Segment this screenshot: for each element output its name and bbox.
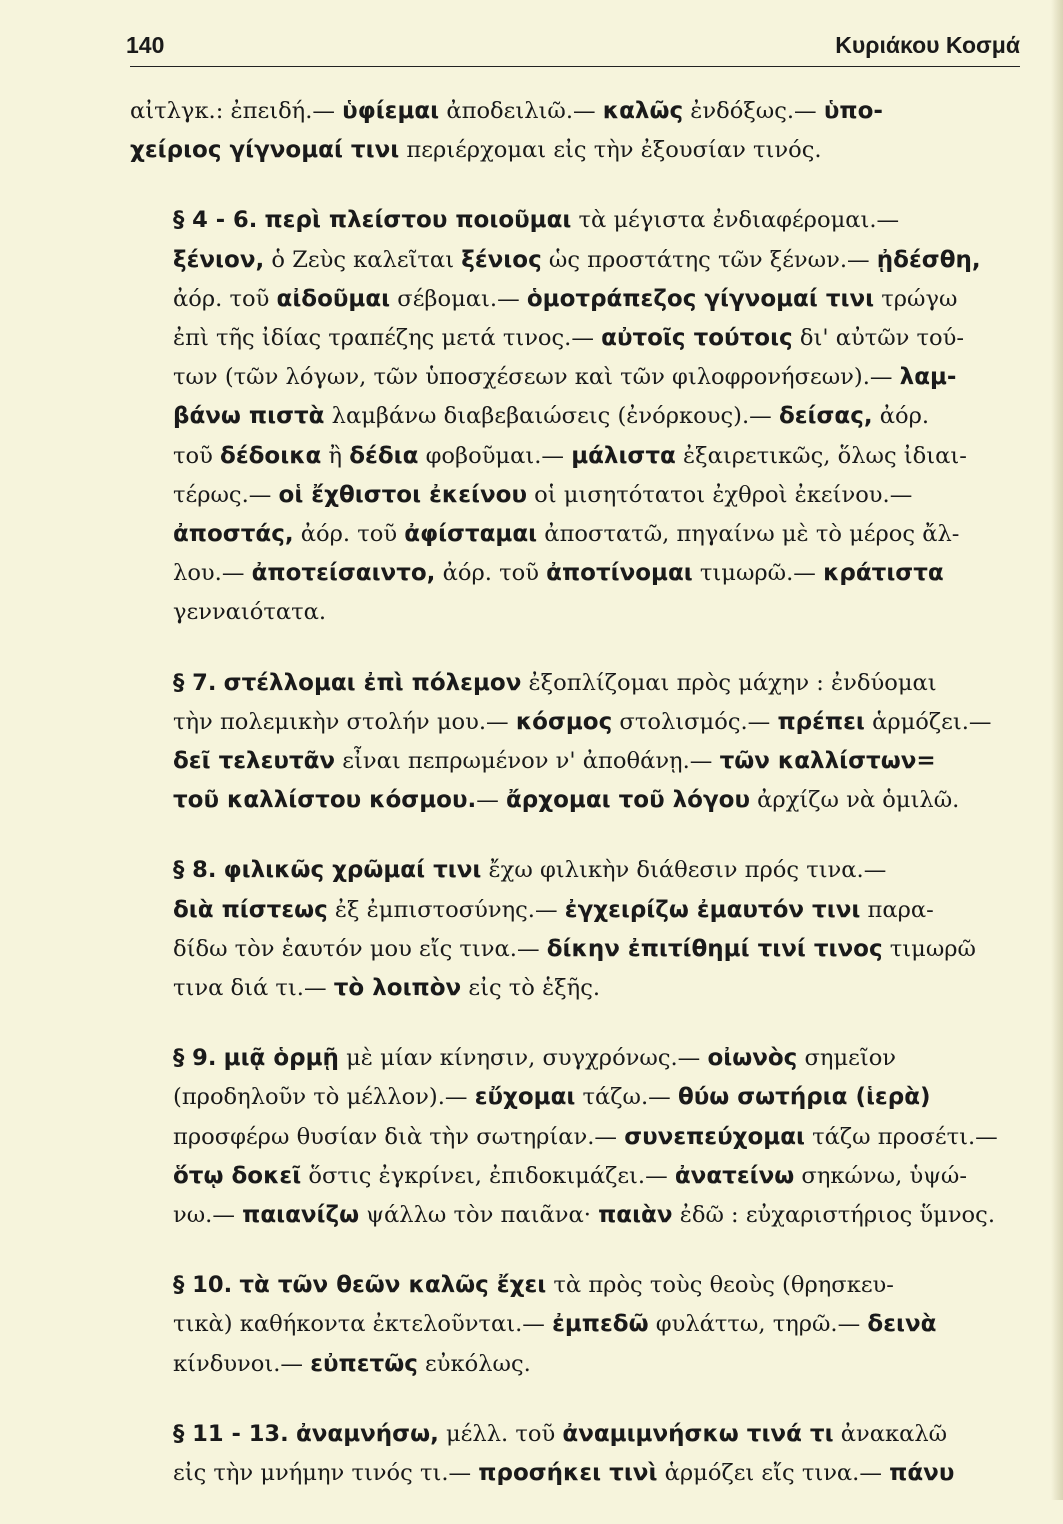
text-line: αἰτλγκ.: ἐπειδή.— ὑφίεμαι ἀποδειλιῶ.— καλῶς ἐνδόξως.— ὑπο- [130,98,883,124]
lemma-term: περὶ πλείστου ποιοῦμαι [264,207,572,234]
running-title: Κυριάκου Κοσμά [835,32,1020,58]
text-line: χείριος γίγνομαί τινι περιέρχομαι εἰς τὴν ἐξουσίαν τινός. [130,137,822,164]
text-line: προσφέρω θυσίαν διὰ τὴν σωτηρίαν.— συνεπεύχομαι τάζω προσέτι.— [173,1123,998,1150]
lemma-term: εὔχομαι [474,1084,576,1111]
text-line: εἰς τὴν μνήμην τινός τι.— προσήκει τινὶ ἁρμόζει εἴς τινα.— πάνυ [173,1460,955,1487]
lemma-term: αἰδοῦμαι [276,285,391,312]
text-line: § 8. φιλικῶς χρῶμαί τινι ἔχω φιλικὴν διάθεσιν πρός τινα.— [173,857,887,884]
section-marker: § 11 - 13. [173,1420,289,1447]
paragraph-section-4-6 [130,201,1008,632]
lemma-term: φιλικῶς χρῶμαί τινι [223,857,482,884]
lemma-term: πρέπει [777,708,865,735]
lemma-term: τοῦ καλλίστου κόσμου. [173,787,477,814]
section-marker: § 7. [173,669,217,696]
lemma-term: λαμ- [899,364,957,391]
lemma-term: δέδοικα [220,442,322,469]
text-line: ἀόρ. τοῦ αἰδοῦμαι σέβομαι.— ὁμοτράπεζος γίγνομαί τινι τρώγω [173,285,958,312]
lemma-term: δεῖ τελευτᾶν [173,748,336,775]
text-line: τέρως.— οἱ ἔχθιστοι ἐκείνου οἱ μισητότατοι ἐχθροὶ ἐκείνου.— [173,481,913,508]
lemma-term: ὅτῳ δοκεῖ [173,1162,302,1189]
lemma-term: ἀποτείσαιντο, [251,560,436,587]
lemma-term: ἀνατείνω [674,1162,795,1189]
lemma-term: καλῶς [602,98,684,124]
lemma-term: διὰ πίστεως [173,896,328,923]
lemma-term: ὁμοτράπεζος γίγνομαί τινι [526,285,875,312]
text-line: νω.— παιανίζω ψάλλω τὸν παιᾶνα· παιὰν ἐδῶ : εὐχαριστήριος ὕμνος. [173,1202,995,1229]
text-line: ἀποστάς, ἀόρ. τοῦ ἀφίσταμαι ἀποστατῶ, πηγαίνω μὲ τὸ μέρος ἄλ- [173,521,960,548]
text-line: τοῦ δέδοικα ἢ δέδια φοβοῦμαι.— μάλιστα ἐξαιρετικῶς, ὅλως ἰδιαι- [173,442,967,469]
text-line: τικὰ) καθήκοντα ἐκτελοῦνται.— ἐμπεδῶ φυλάττω, τηρῶ.— δεινὰ [173,1311,937,1338]
lemma-term: ἀφίσταμαι [404,521,538,548]
lemma-term: ἀποτίνομαι [546,560,693,587]
lemma-term: τὰ τῶν θεῶν καλῶς ἔχει [239,1272,547,1299]
paragraph-section-8 [130,851,1008,1008]
page-header [126,30,1020,67]
lemma-term: μάλιστα [571,442,676,469]
lemma-term: μιᾷ ὁρμῇ [223,1045,339,1072]
text-line: τινα διά τι.— τὸ λοιπὸν εἰς τὸ ἑξῆς. [173,975,601,1002]
text-line: (προδηλοῦν τὸ μέλλον).— εὔχομαι τάζω.— θύω σωτήρια (ἱερὰ) [173,1084,931,1111]
paragraph-section-10 [130,1266,1008,1384]
paragraph-section-9 [130,1039,1008,1235]
text-line: κίνδυνοι.— εὐπετῶς εὐκόλως. [173,1350,531,1377]
lemma-term: ἀποστάς, [173,521,294,548]
lemma-term: ᾐδέσθη, [876,246,981,273]
text-line: § 10. τὰ τῶν θεῶν καλῶς ἔχει τὰ πρὸς τοὺς θεοὺς (θρησκευ- [173,1272,894,1299]
lemma-term: οἰωνὸς [707,1045,798,1072]
text-line: ὅτῳ δοκεῖ ὅστις ἐγκρίνει, ἐπιδοκιμάζει.— ἀνατείνω σηκώνω, ὑψώ- [173,1162,967,1189]
lemma-term: κράτιστα [823,560,944,587]
lemma-term: συνεπεύχομαι [624,1123,805,1150]
lemma-term: προσήκει τινὶ [478,1460,658,1487]
lemma-term: πάνυ [889,1460,955,1487]
lemma-term: δέδια [349,442,419,469]
text-line: τὴν πολεμικὴν στολήν μου.— κόσμος στολισμός.— πρέπει ἁρμόζει.— [173,708,992,735]
lemma-term: ἀναμιμνήσκω τινά τι [562,1420,834,1447]
lemma-term: οἱ ἔχθιστοι ἐκείνου [278,481,527,508]
text-line: δίδω τὸν ἑαυτόν μου εἴς τινα.— δίκην ἐπιτίθημί τινί τινος τιμωρῶ [173,935,976,962]
section-marker: § 8. [173,857,217,884]
page-edge-shadow [1051,0,1063,1500]
lemma-term: τῶν καλλίστων= [719,748,936,775]
text-line: § 4 - 6. περὶ πλείστου ποιοῦμαι τὰ μέγιστα ἐνδιαφέρομαι.— [173,207,900,234]
lemma-term: ὑφίεμαι [342,98,440,124]
lemma-term: εὐπετῶς [310,1350,418,1377]
glossary-text [130,92,1008,1524]
lemma-term: τὸ λοιπὸν [333,975,462,1002]
text-line: λου.— ἀποτείσαιντο, ἀόρ. τοῦ ἀποτίνομαι τιμωρῶ.— κράτιστα [173,560,944,587]
text-line: δεῖ τελευτᾶν εἶναι πεπρωμένον ν' ἀποθάνῃ.— τῶν καλλίστων= [173,748,936,775]
lemma-term: κόσμος [515,708,613,735]
paragraph-intro [130,92,1008,170]
text-line: § 11 - 13. ἀναμνήσω, μέλλ. τοῦ ἀναμιμνήσκω τινά τι ἀνακαλῶ [173,1420,948,1447]
section-marker: § 4 - 6. [173,207,258,234]
text-line: βάνω πιστὰ λαμβάνω διαβεβαιώσεις (ἐνόρκους).— δείσας, ἀόρ. [173,403,930,430]
section-marker: § 10. [173,1272,233,1299]
lemma-term: θύω σωτήρια (ἱερὰ) [677,1084,931,1111]
lemma-term: ξένιος [461,246,542,273]
lemma-term: δίκην ἐπιτίθημί τινί τινος [546,935,883,962]
lemma-term: ἄρχομαι τοῦ λόγου [506,787,750,814]
text-line: γενναιότατα. [173,599,327,626]
lemma-term: δεινὰ [867,1311,937,1338]
text-line: τοῦ καλλίστου κόσμου.— ἄρχομαι τοῦ λόγου ἀρχίζω νὰ ὁμιλῶ. [173,787,960,814]
text-line: § 7. στέλλομαι ἐπὶ πόλεμον ἐξοπλίζομαι πρὸς μάχην : ἐνδύομαι [173,669,937,696]
paragraph-section-11-13 [130,1415,1008,1493]
lemma-term: ὑπο- [823,98,883,124]
text-line: διὰ πίστεως ἐξ ἐμπιστοσύνης.— ἐγχειρίζω ἐμαυτόν τινι παρα- [173,896,934,923]
lemma-term: παιὰν [598,1202,673,1229]
paragraph-section-7 [130,664,1008,821]
lemma-term: ξένιον, [173,246,265,273]
text-line: των (τῶν λόγων, τῶν ὑποσχέσεων καὶ τῶν φιλοφρονήσεων).— λαμ- [173,364,957,391]
lemma-term: βάνω πιστὰ [173,403,325,430]
lemma-term: ἀναμνήσω, [295,1420,439,1447]
text-line: § 9. μιᾷ ὁρμῇ μὲ μίαν κίνησιν, συγχρόνως.— οἰωνὸς σημεῖον [173,1045,897,1072]
lemma-term: αὐτοῖς τούτοις [601,325,793,352]
lemma-term: ἐμπεδῶ [552,1311,649,1338]
text-line: ξένιον, ὁ Ζεὺς καλεῖται ξένιος ὡς προστάτης τῶν ξένων.— ᾐδέσθη, [173,246,981,273]
lemma-term: στέλλομαι ἐπὶ πόλεμον [223,669,522,696]
page-number: 140 [126,32,165,58]
lemma-term: ἐγχειρίζω ἐμαυτόν τινι [564,896,861,923]
lemma-term: παιανίζω [242,1202,360,1229]
text-line: ἐπὶ τῆς ἰδίας τραπέζης μετά τινος.— αὐτοῖς τούτοις δι' αὐτῶν τού- [173,325,965,352]
section-marker: § 9. [173,1045,217,1072]
lemma-term: χείριος γίγνομαί τινι [130,137,400,164]
lemma-term: δείσας, [778,403,873,430]
